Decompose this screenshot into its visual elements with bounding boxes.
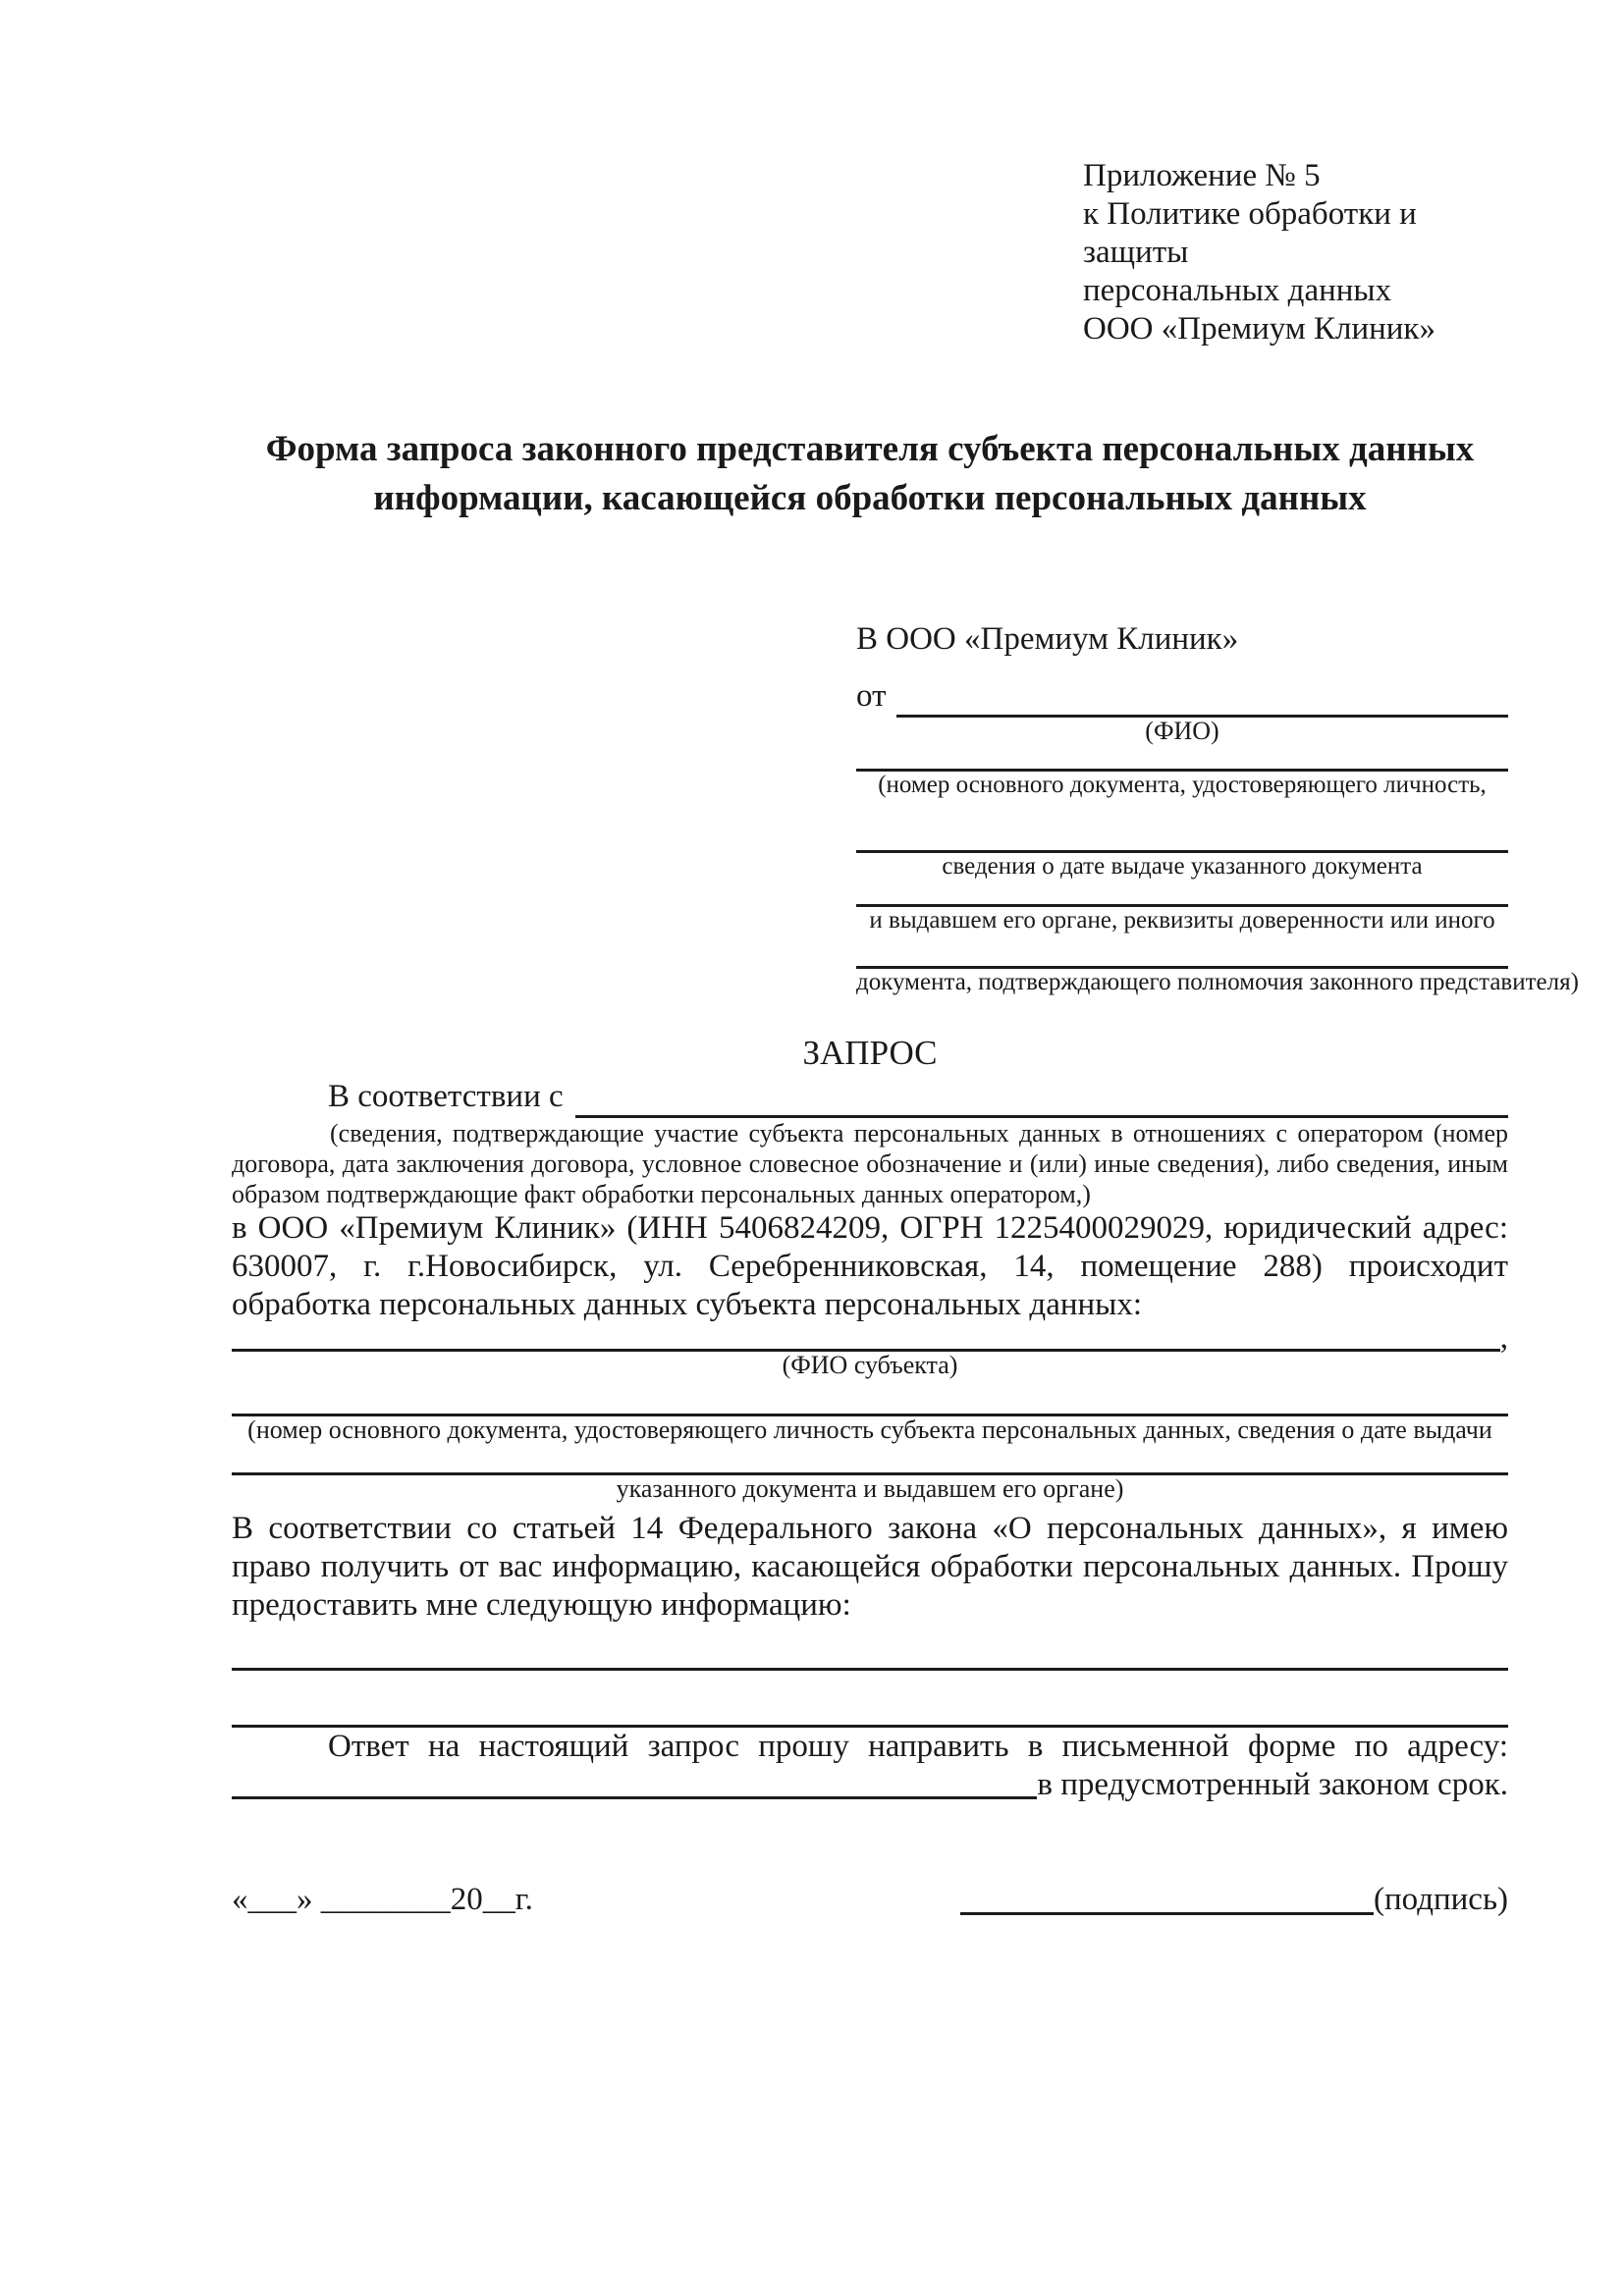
- address-blank-line: [232, 1796, 1037, 1799]
- appendix-note-line-4: ООО «Премиум Клиник»: [1083, 311, 1435, 347]
- blank-line: [232, 1706, 1508, 1728]
- field-caption-4: документа, подтверждающего полномочия законного представителя): [856, 969, 1579, 995]
- blank-line: [232, 1649, 1508, 1671]
- blank-line: [856, 946, 1508, 969]
- from-label: от: [856, 678, 887, 714]
- date-line: «___» ________20__г.: [232, 1882, 533, 1917]
- accordance-row: [232, 1075, 1508, 1118]
- addressee-from-row: [856, 674, 1508, 718]
- operator-paragraph: в ООО «Премиум Клиник» (ИНН 5406824209, ОГРН 1225400029029, юридический адрес: 630007, г. г.Новосибирск, ул. Серебренниковская, 14, помещение 288) происходит обработка персональных данных субъекта персональных данных:: [232, 1210, 1508, 1322]
- subject-doc-caption-2: указанного документа и выдавшем его органе): [616, 1474, 1124, 1503]
- signature-block: [960, 1878, 1508, 1921]
- request-heading: ЗАПРОС: [802, 1034, 938, 1072]
- accordance-caption: (сведения, подтверждающие участие субъекта персональных данных в отношениях с оператором (номер договора, дата заключения договора, условное словесное обозначение и (или) иные сведения), либо сведения, иным образом подтверждающие факт обработки персональных данных оператором,): [232, 1119, 1508, 1208]
- subject-fio-caption: (ФИО субъекта): [782, 1351, 958, 1379]
- representative-doc-field-4: [856, 946, 1579, 996]
- fio-blank-line: [896, 674, 1509, 718]
- reply-address-row: [232, 1766, 1508, 1804]
- blank-line: [232, 1451, 1508, 1475]
- representative-doc-field-3: [856, 884, 1508, 934]
- appendix-note-line-1: Приложение № 5: [1083, 158, 1321, 193]
- blank-line: [856, 884, 1508, 907]
- blank-line: [856, 830, 1508, 853]
- signature-blank-line: [960, 1912, 1374, 1915]
- accordance-lead: В соответствии с: [328, 1079, 564, 1114]
- fio-caption: (ФИО): [1145, 717, 1219, 745]
- representative-doc-field-2: [856, 830, 1508, 881]
- appendix-note-line-3: персональных данных: [1083, 273, 1392, 308]
- document-title: [232, 425, 1508, 523]
- blank-line: [856, 749, 1508, 772]
- representative-doc-field-1: [856, 749, 1508, 799]
- field-caption-2: сведения о дате выдаче указанного документа: [942, 853, 1423, 880]
- addressee-block: [856, 617, 1579, 996]
- field-caption-3: и выдавшем его органе, реквизиты доверенности или иного: [869, 907, 1495, 934]
- field-caption-1: (номер основного документа, удостоверяющего личность,: [878, 772, 1487, 798]
- addressee-to: В ООО «Премиум Клиник»: [856, 621, 1239, 657]
- law-paragraph: В соответствии со статьей 14 Федерального закона «О персональных данных», я имею право получить от вас информацию, касающейся обработки персональных данных. Прошу предоставить мне следующую информацию:: [232, 1511, 1508, 1623]
- document-title-line-2: информации, касающейся обработки персональных данных: [373, 478, 1367, 518]
- subject-doc-caption-1: (номер основного документа, удостоверяющего личность субъекта персональных данных, сведения о дате выдачи: [247, 1415, 1492, 1444]
- appendix-note: [1083, 157, 1508, 348]
- subject-fio-row: [232, 1320, 1508, 1356]
- accordance-blank-line: [575, 1075, 1508, 1118]
- signature-row: [232, 1878, 1508, 1921]
- reply-paragraph: Ответ на настоящий запрос прошу направить в письменной форме по адресу:: [328, 1729, 1508, 1764]
- blank-line: [232, 1392, 1508, 1416]
- signature-caption: (подпись): [1374, 1882, 1508, 1917]
- comma: ,: [1499, 1320, 1508, 1356]
- document-title-line-1: Форма запроса законного представителя субъекта персональных данных: [265, 429, 1475, 469]
- reply-suffix: в предусмотренный законом срок.: [1037, 1767, 1508, 1802]
- subject-fio-blank-line: [232, 1327, 1500, 1352]
- appendix-note-line-2: к Политике обработки и защиты: [1083, 196, 1417, 270]
